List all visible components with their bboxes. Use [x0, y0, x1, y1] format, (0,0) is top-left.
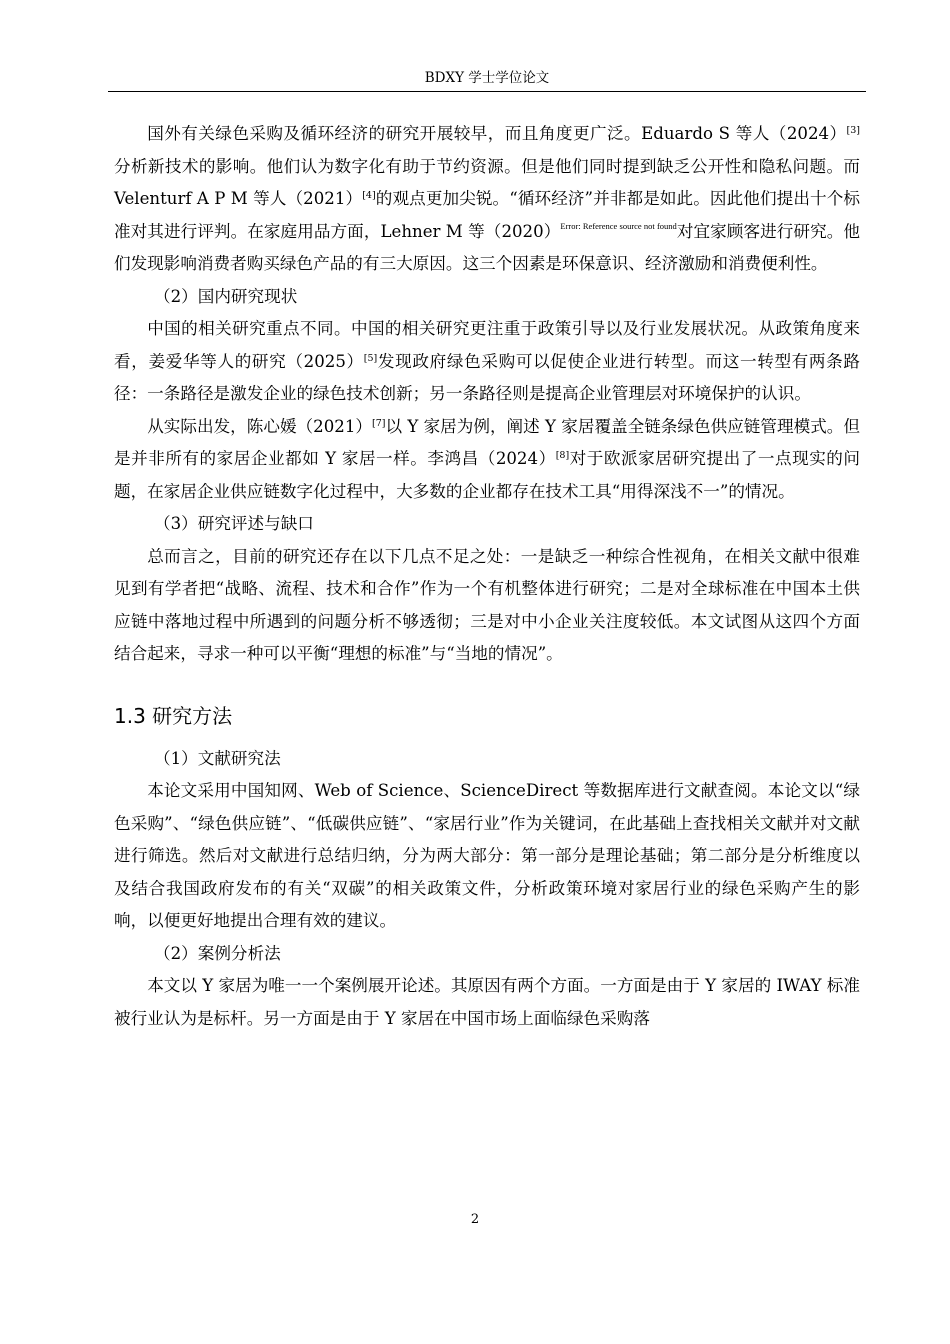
page-number: 2	[470, 1212, 480, 1227]
text-run: 对于欧派家居研究提出了一点现实的问题，在家居企业供应链数字化过程中，大多数的企业都存在技术工具“用得深浅不一”的情况。	[114, 449, 861, 501]
text-run: 对宜家顾客进行研究。他们发现影响消费者购买绿色产品的有三大原因。这三个因素是环保意识、经济激励和消费便利性。	[114, 221, 860, 273]
paragraph-foreign-research	[114, 118, 860, 281]
subheading-review-gaps: （3）研究评述与缺口	[154, 514, 314, 533]
subheading-domestic-research: （2）国内研究现状	[154, 286, 298, 306]
paragraph-case-method: 本文以 Y 家居为唯一一个案例展开论述。其原因有两个方面。一方面是由于 Y 家居的 IWAY 标准被行业认为是标杆。另一方面是由于 Y 家居在中国市场上面临绿色采购落	[114, 976, 860, 1028]
subheading-case-method: （2）案例分析法	[154, 943, 281, 963]
section-heading: 1.3 研究方法	[114, 703, 233, 728]
paragraph-literature-method: 本论文采用中国知网、Web of Science、ScienceDirect 等数据库进行文献查阅。本论文以“绿色采购”、“绿色供应链”、“低碳供应链”、“家居行业”作为关键词，在此基础上查找相关文献并对文献进行筛选。然后对文献进行总结归纳，分为两大部分：第一部分是理论基础；第二部分是分析维度以及结合我国政府发布的有关“双碳”的相关政策文件，分析政策环境对家居行业的绿色采购产生的影响，以便更好地提出合理有效的建议。	[114, 781, 860, 930]
paragraph-practical-research	[114, 411, 860, 509]
text-run: 中国的相关研究重点不同。中国的相关研究更注重于政策引导以及行业发展状况。从政策角度来看，姜爱华等人的研究（2025）	[114, 319, 860, 371]
running-header: BDXY 学士学位论文	[424, 70, 550, 86]
text-run: 以 Y 家居为例，阐述 Y 家居覆盖全链条绿色供应链管理模式。但是并非所有的家居企业都如 Y 家居一样。李鸿昌（2024）	[114, 416, 860, 468]
paragraph-review-gaps: 总而言之，目前的研究还存在以下几点不足之处：一是缺乏一种综合性视角，在相关文献中很难见到有学者把“战略、流程、技术和合作”作为一个有机整体进行研究；二是对全球标准在中国本土供应链中落地过程中所遇到的问题分析不够透彻；三是对中小企业关注度较低。本文试图从这四个方面结合起来，寻求一种可以平衡“理想的标准”与“当地的情况”。	[114, 546, 860, 663]
header-rule	[108, 91, 866, 92]
citation-ref: [5]	[363, 352, 378, 364]
text-run: 的观点更加尖锐。“循环经济”并非都是如此。因此他们提出十个标准对其进行评判。在家庭用品方面，Lehner M 等（2020）	[114, 189, 861, 241]
paragraph-domestic-research	[114, 313, 860, 411]
reference-error: Error: Reference source not found	[560, 220, 677, 231]
document-body	[114, 118, 860, 1035]
text-run: 分析新技术的影响。他们认为数字化有助于节约资源。但是他们同时提到缺乏公开性和隐私问题。而 Velenturf A P M 等人（2021）	[114, 156, 860, 208]
subheading-literature-method: （1）文献研究法	[154, 748, 281, 768]
text-run: 发现政府绿色采购可以促使企业进行转型。而这一转型有两条路径：一条路径是激发企业的绿色技术创新；另一条路径则是提高企业管理层对环境保护的认识。	[114, 351, 861, 403]
citation-ref: [4]	[362, 190, 376, 201]
citation-ref: [3]	[846, 125, 860, 136]
citation-ref: [7]	[371, 417, 386, 429]
text-run: 国外有关绿色采购及循环经济的研究开展较早，而且角度更广泛。Eduardo S 等人（2024）	[147, 124, 847, 143]
text-run: 从实际出发，陈心媛（2021）	[147, 416, 372, 436]
citation-ref: [8]	[555, 450, 570, 461]
